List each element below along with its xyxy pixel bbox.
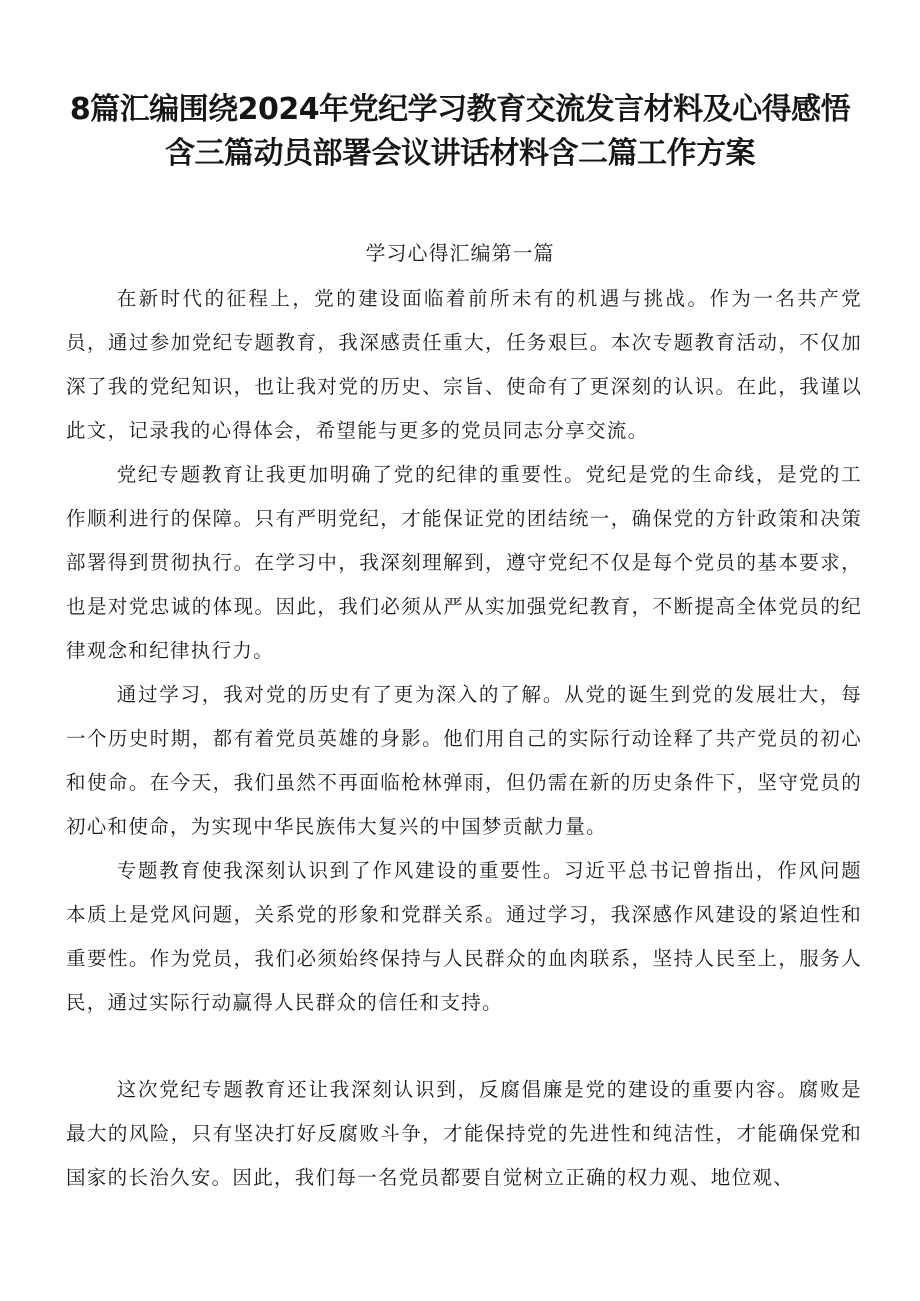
paragraph: 专题教育使我深刻认识到了作风建设的重要性。习近平总书记曾指出，作风问题本质上是党风问题，关系党的形象和党群关系。通过学习，我深感作风建设的紧迫性和重要性。作为党员，我们必须始终保持与人民群众的血肉联系，坚持人民至上，服务人民，通过实际行动赢得人民群众的信任和支持。 [66, 859, 862, 1014]
paragraph: 党纪专题教育让我更加明确了党的纪律的重要性。党纪是党的生命线，是党的工作顺利进行的保障。只有严明党纪，才能保证党的团结统一，确保党的方针政策和决策部署得到贯彻执行。在学习中，我深刻理解到，遵守党纪不仅是每个党员的基本要求，也是对党忠诚的体现。因此，我们必须从严从实加强党纪教育，不断提高全体党员的纪律观念和纪律执行力。 [66, 463, 862, 662]
paragraph: 通过学习，我对党的历史有了更为深入的了解。从党的诞生到党的发展壮大，每一个历史时期，都有着党员英雄的身影。他们用自己的实际行动诠释了共产党员的初心和使命。在今天，我们虽然不再面临枪林弹雨，但仍需在新的历史条件下，坚守党员的初心和使命，为实现中华民族伟大复兴的中国梦贡献力量。 [66, 683, 862, 838]
document-title: 8篇汇编围绕2024年党纪学习教育交流发言材料及心得感悟含三篇动员部署会议讲话材料含二篇工作方案 [69, 92, 851, 171]
paragraph: 这次党纪专题教育还让我深刻认识到，反腐倡廉是党的建设的重要内容。腐败是最大的风险，只有坚决打好反腐败斗争，才能保持党的先进性和纯洁性，才能确保党和国家的长治久安。因此，我们每一名党员都要自觉树立正确的权力观、地位观、 [66, 1078, 862, 1189]
paragraph: 在新时代的征程上，党的建设面临着前所未有的机遇与挑战。作为一名共产党员，通过参加党纪专题教育，我深感责任重大，任务艰巨。本次专题教育活动，不仅加深了我的党纪知识，也让我对党的历史、宗旨、使命有了更深刻的认识。在此，我谨以此文，记录我的心得体会，希望能与更多的党员同志分享交流。 [66, 287, 862, 442]
section-heading: 学习心得汇编第一篇 [365, 241, 555, 265]
